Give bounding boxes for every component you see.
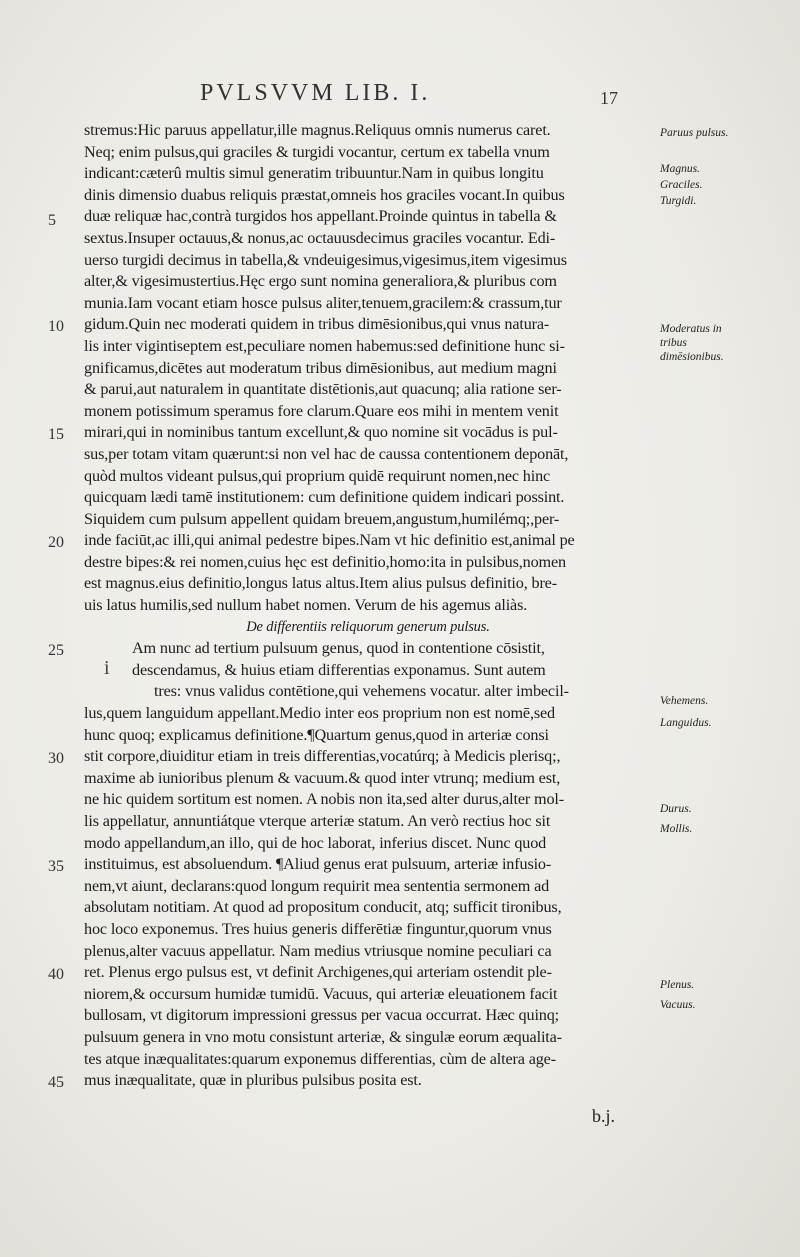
text-line: stremus:Hic paruus appellatur,ille magnus.Reliquus omnis numerus caret. [84, 121, 551, 139]
text-line: modo appellandum,an illo, qui de hoc laborat, inferius discet. Nunc quod [84, 833, 547, 852]
text-line: niorem,& occursum humidæ tumidū. Vacuus, qui arteriæ eleuationem facit [84, 984, 558, 1003]
signature-mark: b.j. [592, 1106, 616, 1126]
text-line: lus,quem languidum appellant.Medio inter eos proprium non est nomē,sed [84, 704, 555, 723]
text-line: descendamus, & huius etiam differentias exponamus. Sunt autem [132, 660, 546, 679]
text-line: munia.Iam vocant etiam hosce pulsus aliter,tenuem,gracilem:& crassum,tur [84, 293, 562, 312]
text-line: hunc quoq; explicamus definitione.¶Quartum genus,quod in arteriæ consi [84, 725, 549, 744]
text-line: indicant:cæterû multis simul generatim tribuuntur.Nam in quibus longitu [84, 164, 544, 183]
line-number: 25 [48, 642, 64, 659]
line-number: 5 [48, 212, 56, 229]
text-line: tres: vnus validus contētione,qui vehemens vocatur. alter imbecil- [154, 682, 569, 701]
line-number: 30 [48, 750, 64, 767]
text-line: gidum.Quin nec moderati quidem in tribus dimēsionibus,qui vnus natura- [84, 315, 550, 334]
line-number: 35 [48, 858, 64, 875]
text-line: maxime ab iunioribus plenum & vacuum.& quod inter vtrunq; medium est, [84, 768, 561, 787]
margin-note: Graciles. [660, 179, 703, 191]
text-line: absolutam notitiam. At quod ad propositum conducit, atq; sufficit tironibus, [84, 898, 562, 917]
text-line: hoc loco exponemus. Tres huius generis differētiæ finguntur,quorum vnus [84, 919, 552, 938]
text-line: instituimus, est absoluendum. ¶Aliud genus erat pulsuum, arteriæ infusio- [84, 855, 552, 874]
text-line: plenus,alter vacuus appellatur. Nam medius vtriusque nomine peculiari ca [84, 941, 552, 960]
text-line: Am nunc ad tertium pulsuum genus, quod in contentione cōsistit, [132, 639, 545, 658]
text-line: sextus.Insuper octauus,& nonus,ac octauusdecimus graciles vocantur. Edi- [84, 228, 556, 247]
margin-note: Languidus. [660, 717, 712, 729]
line-number: 45 [48, 1074, 64, 1091]
line-number: 40 [48, 966, 64, 983]
section-heading: De differentiis reliquorum generum pulsus. [246, 618, 490, 635]
text-line: lis appellatur, annuntiátque vterque arteriæ statum. An verò rectius hoc sit [84, 812, 551, 830]
margin-note: Mollis. [660, 823, 693, 835]
text-line: Neq; enim pulsus,qui graciles & turgidi vocantur, certum ex tabella vnum [84, 142, 550, 161]
drop-letter: i [104, 657, 110, 679]
text-line: tes atque inæqualitates:quarum exponemus differentias, cùm de altera age- [84, 1049, 556, 1068]
margin-note: Magnus. [660, 163, 700, 175]
text-line: est magnus.eius definitio,longus latus altus.Item alius pulsus definitio, bre- [84, 574, 557, 593]
margin-note: Vehemens. [660, 695, 709, 707]
margin-note: Moderatus in tribus dimēsionibus. [660, 323, 724, 363]
margin-note: Durus. [660, 803, 692, 815]
text-line: stit corpore,diuiditur etiam in treis differentias,vocatúrq; à Medicis plerisq;, [84, 747, 561, 766]
text-line: monem potissimum speramus fore clarum.Quare eos mihi in mentem venit [84, 401, 559, 420]
text-line: mirari,qui in nominibus tantum excellunt,& quo nomine sit vocādus is pul- [84, 423, 558, 442]
text-line: gnificamus,dicētes aut moderatum tribus dimēsionibus, aut medium magni [84, 358, 557, 377]
text-line: bullosam, vt digitorum impressioni gressus per vacua occurrat. Hæc quinq; [84, 1006, 560, 1025]
text-line: quòd multos videant pulsus,qui proprium quidē requirunt nomen,nec hinc [84, 466, 551, 485]
text-line: nem,vt aiunt, declarans:quod longum requirit mea sententia sermonem ad [84, 876, 550, 895]
text-line: mus inæqualitate, quæ in pluribus pulsibus posita est. [84, 1071, 422, 1090]
margin-note: Plenus. [660, 979, 695, 991]
page-number: 17 [600, 88, 618, 108]
text-line: lis inter vigintiseptem est,peculiare nomen habemus:sed definitione hunc si- [84, 336, 565, 355]
text-line: uerso turgidi decimus in tabella,& vndeuigesimus,vigesimus,item vigesimus [84, 250, 567, 269]
text-line: uis latus humilis,sed nullum habet nomen. Verum de his agemus aliàs. [84, 596, 528, 615]
line-number: 20 [48, 534, 64, 551]
body-text [84, 120, 652, 1092]
line-number: 10 [48, 318, 64, 335]
margin-note: Paruus pulsus. [660, 127, 729, 139]
text-line: destre bipes:& rei nomen,cuius hęc est definitio,homo:ita in pulsibus,nomen [84, 552, 566, 571]
running-head: PVLSVVM LIB. I. [200, 80, 431, 106]
margin-note: Turgidi. [660, 195, 697, 207]
text-line: inde faciūt,ac illi,qui animal pedestre bipes.Nam vt hic definitio est,animal pe [84, 531, 575, 550]
text-line: alter,& vigesimustertius.Hęc ergo sunt nomina generaliora,& pluribus com [84, 272, 557, 291]
margin-note: Vacuus. [660, 999, 696, 1011]
text-line: ret. Plenus ergo pulsus est, vt definit Archigenes,qui arteriam ostendit ple- [84, 963, 552, 982]
line-number: 15 [48, 426, 64, 443]
text-line: ne hic quidem sortitum est nomen. A nobis non ita,sed alter durus,alter mol- [84, 790, 564, 809]
text-line: dinis dimensio duabus reliquis præstat,omneis hos graciles vocant.In quibus [84, 185, 565, 204]
text-line: sus,per totam vitam quærunt:si non vel hac de caussa contentionem deponāt, [84, 444, 569, 463]
text-line: Siquidem cum pulsum appellent quidam breuem,angustum,humilémq;,per- [84, 509, 560, 528]
text-line: & parui,aut naturalem in quantitate distētionis,aut quacunq; alia ratione ser- [84, 380, 562, 399]
text-line: duæ reliquæ hac,contrà turgidos hos appellant.Proinde quintus in tabella & [84, 207, 557, 226]
text-line: pulsuum genera in vno motu consistunt arteriæ, & singulæ eorum æqualita- [84, 1027, 562, 1046]
text-line: quicquam lædi tamē institutionem: cum definitione quidem indicari possint. [84, 488, 565, 507]
